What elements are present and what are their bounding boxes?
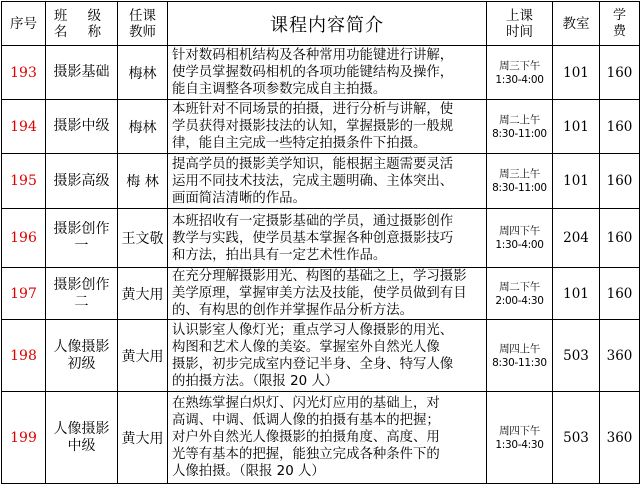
course-fee: 160 (600, 268, 640, 320)
course-time: 周四上午 8:30-11:30 (487, 320, 553, 392)
course-name: 摄影高级 (46, 154, 118, 209)
course-room: 101 (553, 268, 600, 320)
course-rows (2, 46, 640, 484)
course-time: 周二下午 2:00-4:30 (487, 268, 553, 320)
header-row (2, 2, 640, 46)
course-number: 193 (2, 46, 46, 100)
table-row (2, 320, 640, 392)
course-description: 提高学员的摄影美学知识，能根据主题需要灵活 运用不同技术技法，完成主题明确、主体突出、 画面简洁清晰的作品。 (168, 154, 487, 209)
header-num: 序号 (2, 2, 46, 46)
course-number: 196 (2, 209, 46, 268)
course-number: 197 (2, 268, 46, 320)
course-room: 204 (553, 209, 600, 268)
course-name: 人像摄影 中级 (46, 392, 118, 484)
table-row (2, 46, 640, 100)
table-row (2, 209, 640, 268)
header-teacher: 任课 教师 (118, 2, 168, 46)
table-row (2, 100, 640, 154)
course-description: 在熟练掌握白炽灯、闪光灯应用的基础上，对 高调、中调、低调人像的拍摄有基本的把握； 对户外自然光人像摄影的拍摄角度、高度、用 光等有基本的把握，能独立完成各种条件下的 人像拍摄。（限报 20 人） (168, 392, 487, 484)
course-teacher: 梅 林 (118, 154, 168, 209)
course-number: 194 (2, 100, 46, 154)
table-row (2, 154, 640, 209)
course-number: 198 (2, 320, 46, 392)
course-fee: 360 (600, 320, 640, 392)
table-row (2, 268, 640, 320)
course-name: 人像摄影 初级 (46, 320, 118, 392)
course-teacher: 黄大用 (118, 268, 168, 320)
course-room: 101 (553, 154, 600, 209)
header-description: 课程内容简介 (168, 2, 487, 46)
course-teacher: 梅林 (118, 100, 168, 154)
course-teacher: 黄大用 (118, 320, 168, 392)
course-description: 在充分理解摄影用光、构图的基础之上，学习摄影 美学原理，掌握审美方法及技能，使学员做到有目 的、有构思的创作并掌握作品分析方法。 (168, 268, 487, 320)
course-time: 周三上午 8:30-11:00 (487, 154, 553, 209)
course-fee: 160 (600, 46, 640, 100)
course-description: 本班针对不同场景的拍摄，进行分析与讲解，使 学员获得对摄影技法的认知，掌握摄影的一般规 律，能自主完成一些特定拍摄条件下拍摄。 (168, 100, 487, 154)
header-fee: 学 费 (600, 2, 640, 46)
course-time: 周三下午 1:30-4:00 (487, 46, 553, 100)
header-room: 教室 (553, 2, 600, 46)
course-name: 摄影创作 一 (46, 209, 118, 268)
course-fee: 160 (600, 154, 640, 209)
course-time: 周二上午 8:30-11:00 (487, 100, 553, 154)
course-fee: 360 (600, 392, 640, 484)
course-number: 199 (2, 392, 46, 484)
course-table (1, 1, 640, 484)
table-row (2, 392, 640, 484)
course-name: 摄影中级 (46, 100, 118, 154)
course-time: 周四下午 1:30-4:30 (487, 392, 553, 484)
course-description: 针对数码相机结构及各种常用功能键进行讲解， 使学员掌握数码相机的各项功能键结构及操作， 能自主调整各项参数完成自主拍摄。 (168, 46, 487, 100)
course-number: 195 (2, 154, 46, 209)
course-fee: 160 (600, 100, 640, 154)
course-teacher: 黄大用 (118, 392, 168, 484)
course-room: 101 (553, 100, 600, 154)
course-name: 摄影基础 (46, 46, 118, 100)
course-teacher: 王文敬 (118, 209, 168, 268)
header-class-name: 班 级 名 称 (46, 2, 118, 46)
course-room: 101 (553, 46, 600, 100)
course-teacher: 梅林 (118, 46, 168, 100)
course-name: 摄影创作 二 (46, 268, 118, 320)
course-description: 本班招收有一定摄影基础的学员，通过摄影创作 教学与实践，使学员基本掌握各种创意摄影技巧 和方法，拍出具有一定艺术性作品。 (168, 209, 487, 268)
course-room: 503 (553, 320, 600, 392)
course-time: 周四下午 1:30-4:00 (487, 209, 553, 268)
course-description: 认识影室人像灯光；重点学习人像摄影的用光、 构图和艺术人像的美姿。掌握室外自然光人像 摄影，初步完成室内登记半身、全身、特写人像 的拍摄方法。（限报 20 人） (168, 320, 487, 392)
course-fee: 160 (600, 209, 640, 268)
header-time: 上课 时间 (487, 2, 553, 46)
course-room: 503 (553, 392, 600, 484)
